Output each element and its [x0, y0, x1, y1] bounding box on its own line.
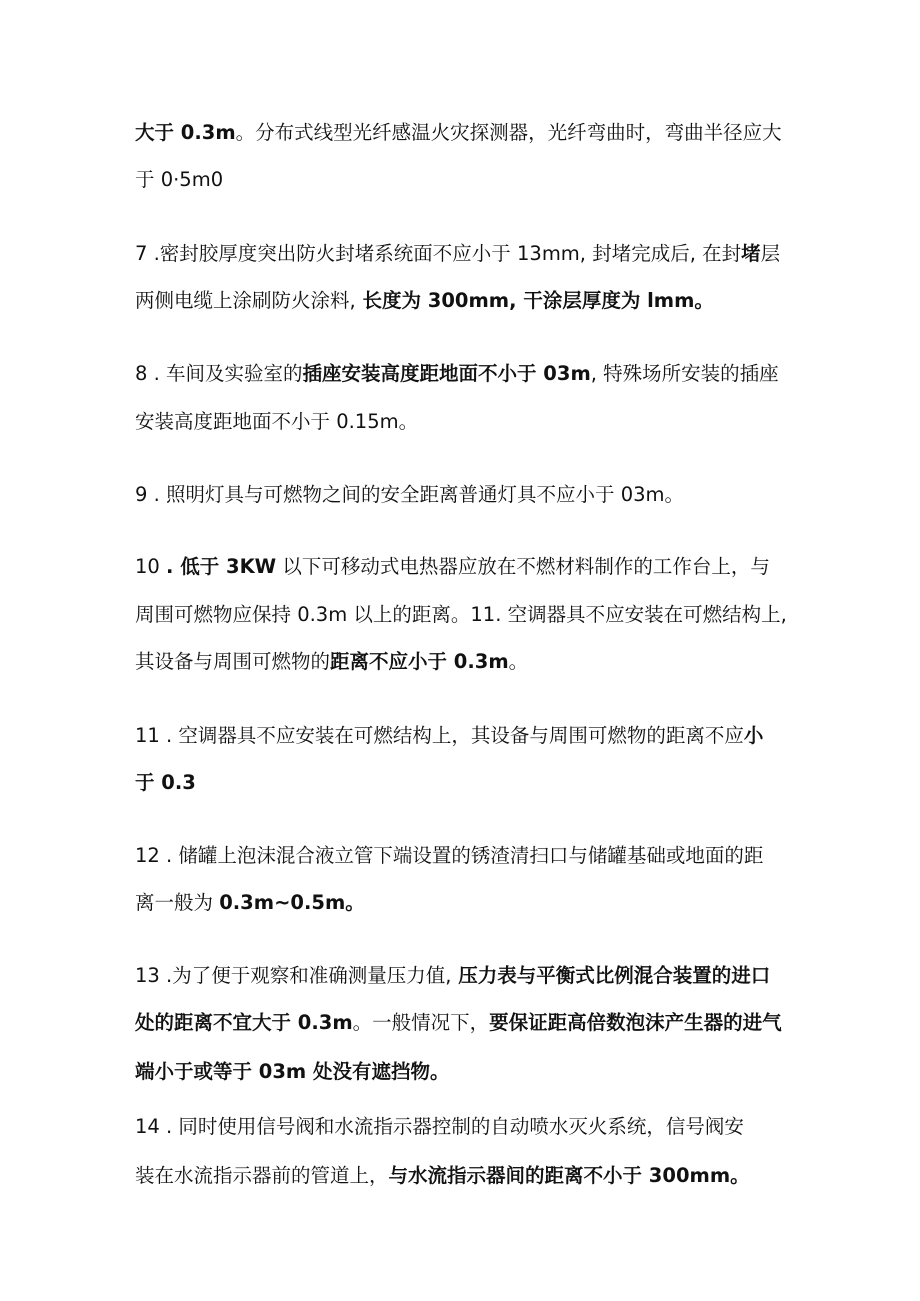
text-run: 12 . 储罐上泡沫混合液立管下端设置的锈渣清扫口与储罐基础或地面的距 — [135, 844, 764, 867]
text-run: 插座安装高度距地面不小于 03m — [302, 362, 591, 385]
text-run: 端小于或等于 03m 处没有遮挡物。 — [135, 1060, 450, 1083]
text-run: 大于 0.3m — [135, 121, 236, 144]
text-run: 于 0·5m0 — [135, 168, 224, 191]
text-run: 14 . 同时使用信号阀和水流指示器控制的自动喷水灭火系统，信号阀安 — [135, 1115, 744, 1138]
text-run: 堵 — [741, 242, 761, 265]
text-run: 两侧电缆上涂刷防火涂料, — [135, 289, 356, 312]
item-11-line-1 — [135, 722, 763, 750]
text-run: 13 .为了便于观察和准确测量压力值, — [135, 964, 452, 987]
text-run: 离一般为 — [135, 891, 220, 914]
text-run: 安装高度距地面不小于 0.15m。 — [135, 410, 419, 433]
para-continued-line-2 — [135, 166, 223, 194]
text-run: 层 — [760, 242, 781, 265]
text-run: 7 .密封胶厚度突出防火封堵系统面不应小于 13mm, 封堵完成后, 在封 — [135, 242, 742, 265]
text-run: 距离不应小于 0.3m — [330, 650, 509, 673]
item-11-line-2 — [135, 769, 196, 797]
item-10-line-3 — [135, 648, 528, 676]
item-10-line-1 — [135, 553, 770, 581]
text-run: 11 . 空调器具不应安装在可燃结构上，其设备与周围可燃物的距离不应 — [135, 724, 744, 747]
text-run: 压力表与平衡式比例混合装置的进口 — [451, 964, 771, 987]
item-8-line-2 — [135, 408, 418, 436]
para-continued-line-1 — [135, 119, 782, 147]
text-run: 8 . 车间及实验室的 — [135, 362, 303, 385]
text-run: 以下可移动式电热器应放在不燃材料制作的工作台上，与 — [276, 555, 770, 578]
text-run: 与水流指示器间的距离不小于 300mm。 — [388, 1164, 750, 1187]
item-14-line-2 — [135, 1162, 750, 1190]
text-run: 0.3m~0.5m。 — [219, 891, 365, 914]
text-run: 10 — [135, 555, 167, 578]
text-run: 周围可燃物应保持 0.3m 以上的距离。11. 空调器具不应安装在可燃结构上, — [135, 603, 787, 626]
item-8-line-1 — [135, 360, 779, 388]
item-12-line-1 — [135, 842, 763, 870]
item-13-line-1 — [135, 962, 770, 990]
text-run: 9 . 照明灯具与可燃物之间的安全距离普通灯具不应小于 03m。 — [135, 483, 685, 506]
item-7-line-1 — [135, 240, 780, 268]
item-9-line-1 — [135, 481, 684, 509]
text-run: , 特殊场所安装的插座 — [590, 362, 779, 385]
text-run: 。分布式线型光纤感温火灾探测器，光纤弯曲时，弯曲半径应大 — [235, 121, 782, 144]
item-10-line-2 — [135, 601, 787, 629]
text-run: 长度为 300mm, 干涂层厚度为 lmm。 — [355, 289, 714, 312]
text-run: 。一般情况下， — [352, 1011, 490, 1034]
text-run: 处的距离不宜大于 0.3m — [135, 1011, 353, 1034]
text-run: 其设备与周围可燃物的 — [135, 650, 331, 673]
text-run: 要保证距高倍数泡沫产生器的进气 — [489, 1011, 782, 1034]
text-run: 于 0.3 — [135, 771, 196, 794]
item-13-line-2 — [135, 1009, 782, 1037]
text-run: . 低于 3KW — [166, 555, 277, 578]
text-run: 。 — [508, 650, 529, 673]
item-14-line-1 — [135, 1113, 744, 1141]
text-run: 小 — [743, 724, 764, 747]
text-run: 装在水流指示器前的管道上， — [135, 1164, 389, 1187]
item-7-line-2 — [135, 287, 714, 315]
item-13-line-3 — [135, 1058, 450, 1086]
item-12-line-2 — [135, 889, 365, 917]
